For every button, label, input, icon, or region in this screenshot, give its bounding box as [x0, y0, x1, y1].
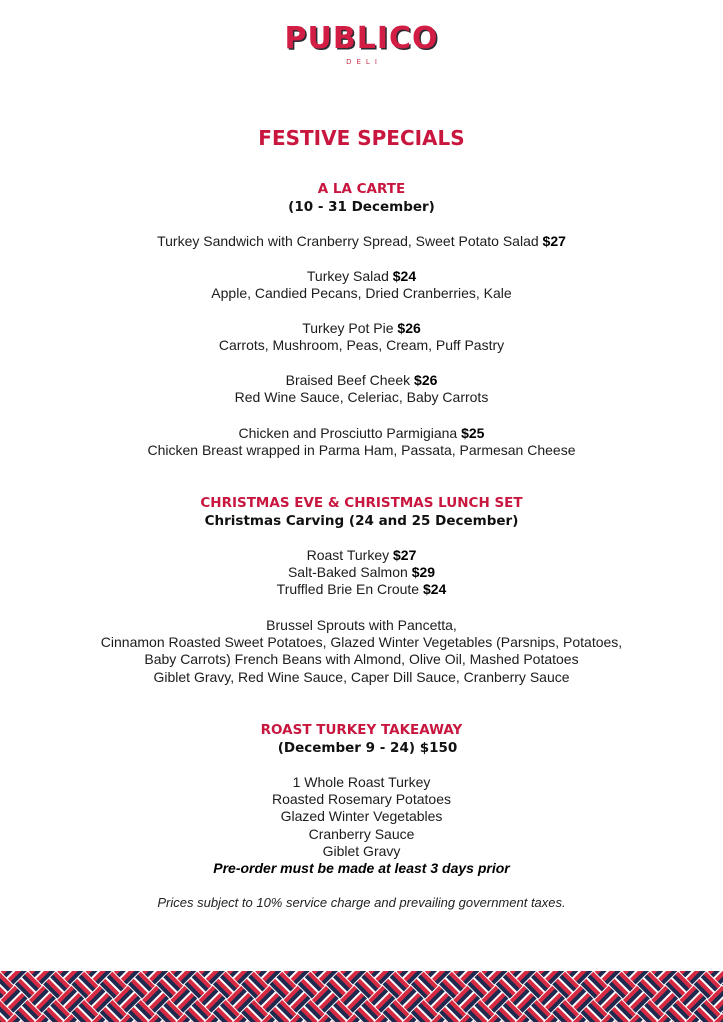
menu-item: [0, 233, 723, 250]
brand-name: PUBLICO: [284, 21, 439, 56]
item-price: $26: [414, 372, 438, 388]
section-heading: CHRISTMAS EVE & CHRISTMAS LUNCH SET: [200, 495, 523, 511]
section-christmas-set: [0, 494, 723, 530]
section-heading: A LA CARTE: [317, 181, 406, 197]
sides-line: Brussel Sprouts with Pancetta,: [266, 617, 457, 633]
item-name: Truffled Brie En Croute: [276, 581, 420, 598]
item-description: Apple, Candied Pecans, Dried Cranberries, Kale: [211, 285, 512, 302]
menu-item: [0, 547, 723, 564]
takeaway-item: Glazed Winter Vegetables: [280, 808, 443, 825]
menu-item: [0, 268, 723, 302]
item-name: Turkey Sandwich with Cranberry Spread, Sweet Potato Salad: [157, 233, 539, 249]
menu-item: [0, 320, 723, 354]
item-description: Carrots, Mushroom, Peas, Cream, Puff Pastry: [218, 337, 505, 354]
takeaway-item: Giblet Gravy: [322, 842, 401, 859]
item-name: Roast Turkey: [306, 547, 390, 563]
item-name: Turkey Pot Pie: [302, 320, 394, 336]
takeaway-item: Roasted Rosemary Potatoes: [272, 791, 451, 808]
item-price: $26: [397, 320, 421, 336]
sides-list: [0, 617, 723, 686]
brand-logo: [0, 22, 723, 66]
preorder-note: Pre-order must be made at least 3 days prior: [213, 860, 510, 877]
item-price: $24: [422, 581, 447, 598]
item-price: $29: [411, 564, 436, 581]
item-name: Turkey Salad: [306, 268, 389, 284]
item-price: $27: [393, 547, 417, 563]
basketweave-pattern: [0, 971, 723, 1022]
takeaway-item: 1 Whole Roast Turkey: [292, 774, 431, 790]
brand-subtitle: DELI: [346, 58, 382, 66]
item-name: Salt-Baked Salmon: [287, 564, 408, 581]
item-description: Red Wine Sauce, Celeriac, Baby Carrots: [234, 389, 489, 406]
footnote: [0, 895, 723, 911]
carving-list: [0, 547, 723, 599]
section-subheading: (10 - 31 December): [288, 199, 435, 215]
section-takeaway: [0, 721, 723, 757]
item-description: Chicken Breast wrapped in Parma Ham, Passata, Parmesan Cheese: [147, 442, 576, 459]
footnote-text: Prices subject to 10% service charge and prevailing government taxes.: [157, 895, 566, 910]
page-title: FESTIVE SPECIALS: [258, 126, 465, 150]
section-heading: ROAST TURKEY TAKEAWAY: [260, 722, 463, 738]
sides-line: Cinnamon Roasted Sweet Potatoes, Glazed Winter Vegetables (Parsnips, Potatoes,: [100, 634, 623, 651]
section-subheading: (December 9 - 24) $150: [277, 740, 458, 756]
item-price: $25: [461, 425, 485, 441]
takeaway-item: Cranberry Sauce: [308, 825, 415, 842]
sides-line: Giblet Gravy, Red Wine Sauce, Caper Dill Sauce, Cranberry Sauce: [153, 668, 570, 685]
section-a-la-carte: [0, 180, 723, 216]
item-name: Chicken and Prosciutto Parmigiana: [238, 425, 458, 441]
menu-item: [0, 425, 723, 459]
sides-line: Baby Carrots) French Beans with Almond, Olive Oil, Mashed Potatoes: [144, 651, 579, 668]
menu-item: [0, 372, 723, 406]
item-price: $24: [392, 268, 417, 284]
menu-item: [0, 564, 723, 581]
item-name: Braised Beef Cheek: [285, 372, 411, 388]
pattern-graphic: [0, 971, 723, 1022]
menu-item: [0, 581, 723, 598]
item-price: $27: [542, 233, 566, 249]
section-subheading: Christmas Carving (24 and 25 December): [204, 513, 519, 529]
takeaway-list: [0, 774, 723, 877]
